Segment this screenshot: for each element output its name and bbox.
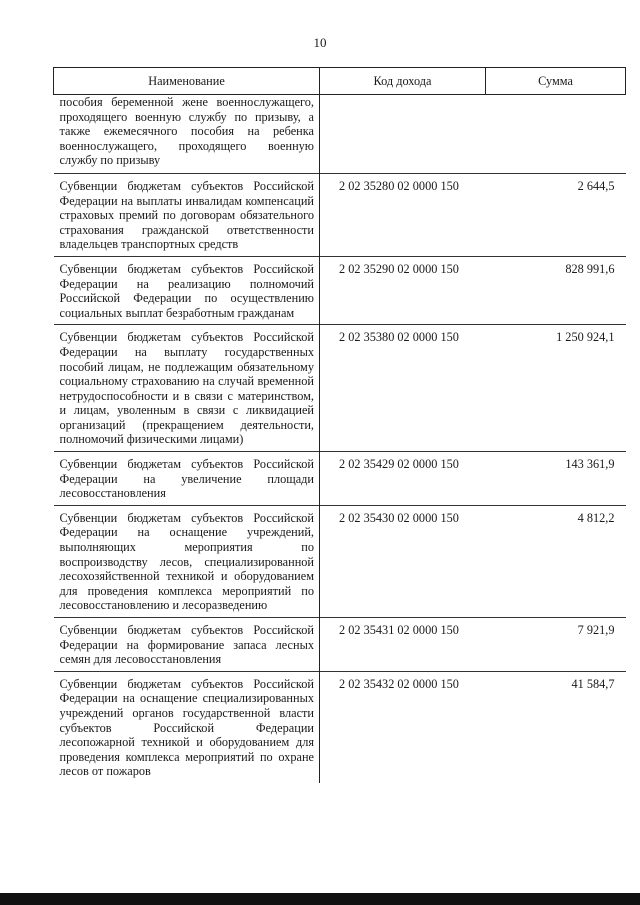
row-code: 2 02 35290 02 0000 150: [320, 256, 486, 324]
revenue-table: [53, 67, 626, 783]
table-row: [54, 505, 626, 617]
table-row: [54, 173, 626, 256]
row-name: Субвенции бюджетам субъектов Российской Федерации на реализацию полномочий Российской Федерации по осуществлению социальных выплат безработным гражданам: [54, 256, 320, 324]
table-row: [54, 256, 626, 324]
row-name: Субвенции бюджетам субъектов Российской Федерации на выплаты инвалидам компенсаций страховых премий по договорам обязательного страхования гражданской ответственности владельцев транспортных средств: [54, 173, 320, 256]
row-code: 2 02 35380 02 0000 150: [320, 325, 486, 452]
table-row: [54, 618, 626, 672]
row-code: 2 02 35430 02 0000 150: [320, 505, 486, 617]
page-number: 10: [313, 35, 327, 50]
row-code: 2 02 35280 02 0000 150: [320, 173, 486, 256]
row-sum: 4 812,2: [486, 505, 626, 617]
row-name: Субвенции бюджетам субъектов Российской Федерации на оснащение учреждений, выполняющих мероприятия по воспроизводству лесов, специализированной лесохозяйственной техникой и оборудованием для проведения комплекса мероприятий по лесовосстановлению и лесоразведению: [54, 505, 320, 617]
row-code: 2 02 35431 02 0000 150: [320, 618, 486, 672]
row-sum: 2 644,5: [486, 173, 626, 256]
row-name: Субвенции бюджетам субъектов Российской Федерации на выплату государственных пособий лицам, не подлежащим обязательному социальному страхованию на случай временной нетрудоспособности и в связи с материнством, и лицам, уволенным в связи с ликвидацией организаций (прекращением деятельности, полномочий физическими лицами): [54, 325, 320, 452]
row-sum: 828 991,6: [486, 256, 626, 324]
row-sum: 143 361,9: [486, 452, 626, 506]
row-sum: 7 921,9: [486, 618, 626, 672]
row-sum: 41 584,7: [486, 671, 626, 783]
row-name: Субвенции бюджетам субъектов Российской Федерации на оснащение специализированных учреждений органов государственной власти субъектов Российской Федерации лесопожарной техникой и оборудованием для проведения комплекса мероприятий по охране лесов от пожаров: [54, 671, 320, 783]
row-sum: [486, 95, 626, 174]
table-header-row: [54, 68, 626, 95]
row-name: пособия беременной жене военнослужащего, проходящего военную службу по призыву, а также ежемесячного пособия на ребенка военнослужащего, проходящего военную службу по призыву: [54, 95, 320, 174]
header-name: Наименование: [54, 68, 320, 95]
row-code: 2 02 35429 02 0000 150: [320, 452, 486, 506]
scan-bottom-edge: [0, 893, 640, 905]
row-sum: 1 250 924,1: [486, 325, 626, 452]
row-name: Субвенции бюджетам субъектов Российской Федерации на формирование запаса лесных семян для лесовосстановления: [54, 618, 320, 672]
header-sum: Сумма: [486, 68, 626, 95]
row-code: 2 02 35432 02 0000 150: [320, 671, 486, 783]
table-row: [54, 325, 626, 452]
row-code: [320, 95, 486, 174]
table-row: [54, 452, 626, 506]
row-name: Субвенции бюджетам субъектов Российской Федерации на увеличение площади лесовосстановления: [54, 452, 320, 506]
header-code: Код дохода: [320, 68, 486, 95]
table-row: [54, 671, 626, 783]
table-row-continuation: [54, 95, 626, 174]
